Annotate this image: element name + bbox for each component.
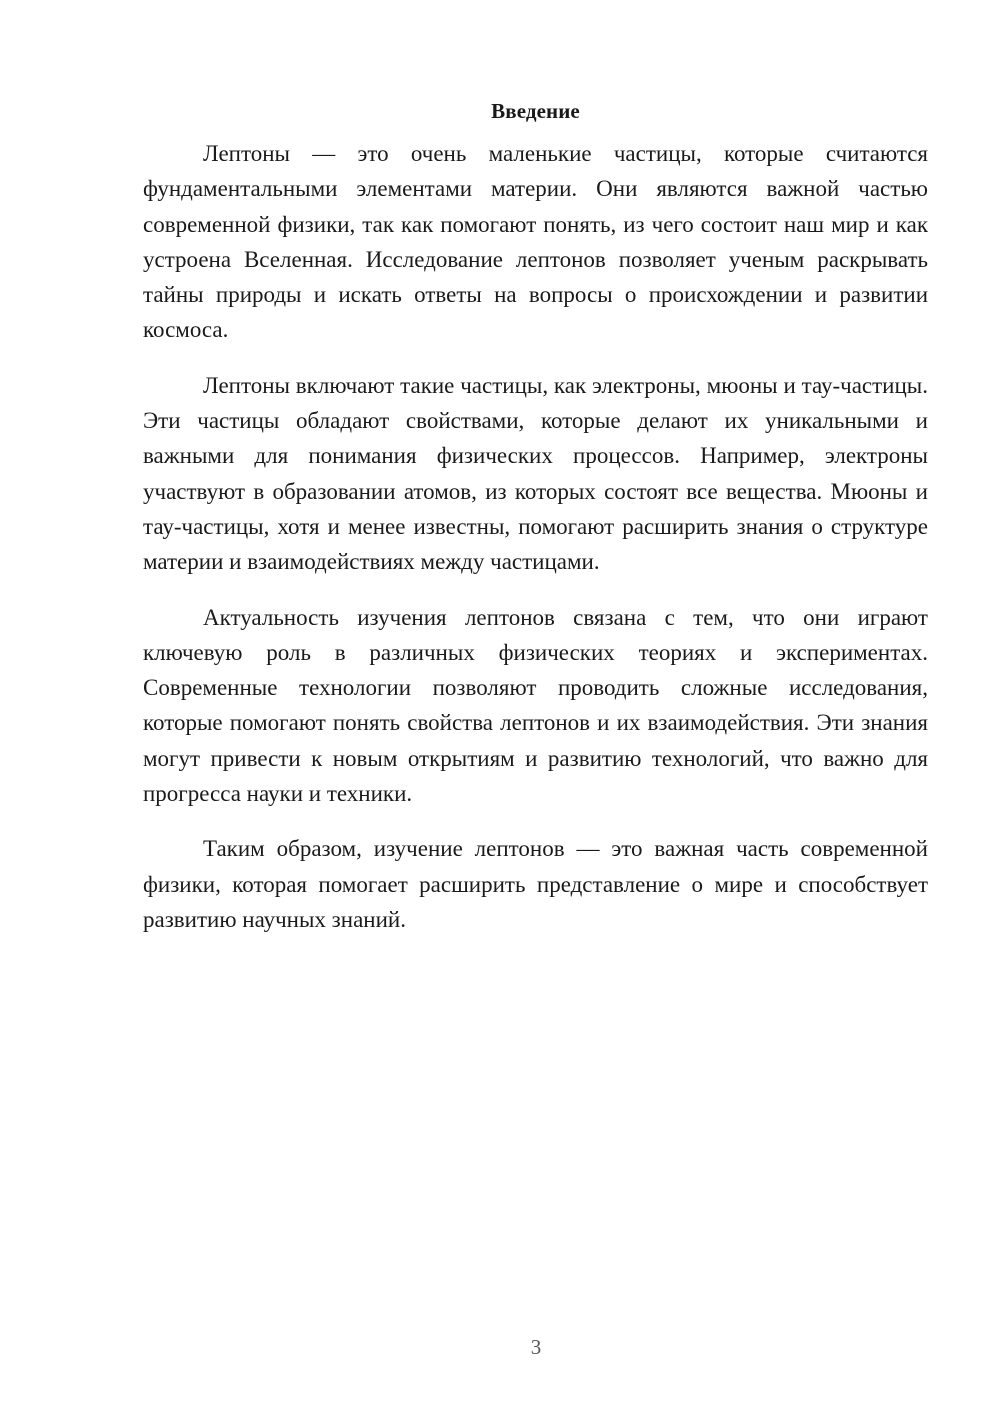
paragraph-2: Лептоны включают такие частицы, как электроны, мюоны и тау-частицы. Эти частицы обладают свойствами, которые делают их уникальными и важными для понимания физических процессов. Например, электроны участвуют в образовании атомов, из которых состоят все вещества. Мюоны и тау-частицы, хотя и менее известны, помогают расширить знания о структуре материи и взаимодействиях между частицами. bbox=[143, 372, 928, 575]
paragraph-1: Лептоны — это очень маленькие частицы, которые считаются фундаментальными элементами материи. Они являются важной частью современной физики, так как помогают понять, из чего состоит наш мир и как устроена Вселенная. Исследование лептонов позволяет ученым раскрывать тайны природы и искать ответы на вопросы о происхождении и развитии космоса. bbox=[143, 141, 928, 343]
page-content bbox=[143, 96, 928, 957]
page-number: 3 bbox=[530, 1335, 542, 1359]
paragraph-3: Актуальность изучения лептонов связана с тем, что они играют ключевую роль в различных физических теориях и экспериментах. Современные технологии позволяют проводить сложные исследования, которые помогают понять свойства лептонов и их взаимодействия. Эти знания могут привести к новым открытиям и развитию технологий, что важно для прогресса науки и техники. bbox=[143, 604, 928, 807]
paragraph-4: Таким образом, изучение лептонов — это важная часть современной физики, которая помогает расширить представление о мире и способствует развитию научных знаний. bbox=[143, 836, 928, 932]
section-title: Введение bbox=[491, 99, 580, 123]
